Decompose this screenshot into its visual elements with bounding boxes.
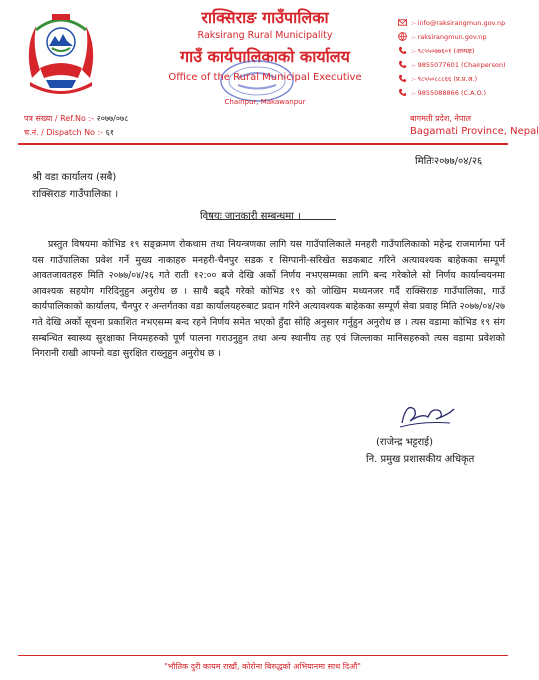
recipient-line-2: राक्सिराङ गाउँपालिका । xyxy=(32,189,119,200)
province-en: Bagamati Province, Nepal xyxy=(410,126,539,137)
header-divider xyxy=(18,143,508,145)
contact-phone-chair-np xyxy=(398,44,523,57)
contact-list xyxy=(398,16,523,100)
contact-phone-cao-np xyxy=(398,72,523,85)
contact-web-text: :- raksirangmun.gov.np xyxy=(411,32,487,41)
phone-icon xyxy=(398,74,407,83)
contact-phone-chair-en-text: :- 9855077601 (Chairperson) xyxy=(411,60,506,69)
office-title-np: गाउँ कार्यपालिकाको कार्यालय xyxy=(180,47,350,66)
dispatch-number xyxy=(24,127,114,138)
subject-underline xyxy=(206,219,336,220)
phone-icon xyxy=(398,46,407,55)
province-np: बागमती प्रदेश, नेपाल xyxy=(410,114,471,123)
contact-phone-chair-en xyxy=(398,58,523,71)
footer-slogan: "भौतिक दुरी कायम राखौं, कोरोना बिरुद्धको अभियानमा साथ दिऔं" xyxy=(164,662,361,671)
dispatch-label: च.नं. / Dispatch No :- xyxy=(24,128,104,137)
phone-icon xyxy=(398,88,407,97)
municipality-title-en: Raksirang Rural Municipality xyxy=(197,30,333,41)
email-icon xyxy=(398,18,407,27)
ref-label: पत्र संख्या / Ref.No :- xyxy=(24,114,94,123)
signatory-name: (राजेन्द्र भट्टराई) xyxy=(376,437,433,448)
office-address: Chainpur, Makawanpur xyxy=(224,98,306,106)
contact-email-text: :- info@raksirangmun.gov.np xyxy=(411,18,506,27)
ref-value: २०७७/०७८ xyxy=(96,114,129,123)
recipient-line-1: श्री वडा कार्यालय (सबै) xyxy=(32,172,117,183)
contact-email xyxy=(398,16,523,29)
letter-body: प्रस्तुत विषयमा कोभिड १९ सङ्क्रमण रोकथाम तथा नियन्त्रणका लागि यस गाउँपालिकाले मनहरी गाउँपालिकाको महेन्द्र राजमार्गमा पर्ने यस गाउँपालिका प्रवेश गर्ने मुख्य नाकाहरु मनहरी-चैनपुर सडक र सिग्पानी-सरिखेत सडकबाट गरिने अत्यावश्यक बाहेकका सम्पूर्ण आवतजावतहरु मिति २०७७/०४/२६ गते राती १२:०० बजे देखि अर्को निर्णय नभएसम्मका लागि बन्द गरेकोले सो निर्णय कार्यान्वयनमा आवश्यक सहयोग गरिदिनुहुन अनुरोध छ । साथै बढ्दै गरेको कोभिड १९ को जोखिम मध्यनजर गर्दै राक्सिराङ गाउँपालिका, गाउँ कार्यपालिकाको कार्यालय, चैनपुर र अन्तर्गतका वडा कार्यालयहरुबाट प्रदान गरिने अत्यावश्यक बाहेकका सम्पूर्ण सेवा प्रवाह मिति २०७७/०४/२७ गते देखि अर्को सूचना प्रकाशित नभएसम्म बन्द रहने निर्णय समेत भएको हुँदा सोहि अनुसार गर्नुहुन अनुरोध छ । त्यस वडामा कोभिड १९ संग सम्बन्धित स्वास्थ्य सुरक्षाका नियमहरुको पूर्ण पालना गराउनुहुन तथा अन्य स्थानीय तह एवं जिल्लाका मानिसहरुको त्यस वडामा प्रवेशको निगरानी राखी आफ्नो वडा सुरक्षित राख्नुहुन अनुरोध छ । xyxy=(32,239,505,360)
nepal-emblem-logo xyxy=(22,8,100,98)
web-icon xyxy=(398,32,407,41)
contact-phone-cao-np-text: :- ९८५५०८८८६६ (प्र.प्र.अ.) xyxy=(411,75,478,83)
contact-phone-cao-en-text: :- 9855088866 (C.A.O.) xyxy=(411,88,487,97)
contact-web xyxy=(398,30,523,43)
dispatch-value: ६१ xyxy=(105,128,114,137)
letter-date: मितिः२०७७/०४/२६ xyxy=(415,156,483,167)
letter-subject: विषयः जानकारी सम्बन्धमा । xyxy=(200,211,301,222)
footer-divider xyxy=(18,655,508,656)
reference-number xyxy=(24,113,128,124)
contact-phone-chair-np-text: :- ९८५५०७७६०१ (अध्यक्ष) xyxy=(411,47,475,55)
contact-phone-cao-en xyxy=(398,86,523,99)
office-title-en: Office of the Rural Municipal Executive xyxy=(168,72,362,83)
phone-icon xyxy=(398,60,407,69)
signatory-title: नि. प्रमुख प्रशासकीय अधिकृत xyxy=(366,454,475,465)
municipality-title-np: राक्सिराङ गाउँपालिका xyxy=(201,8,329,27)
handwritten-signature xyxy=(392,395,462,435)
